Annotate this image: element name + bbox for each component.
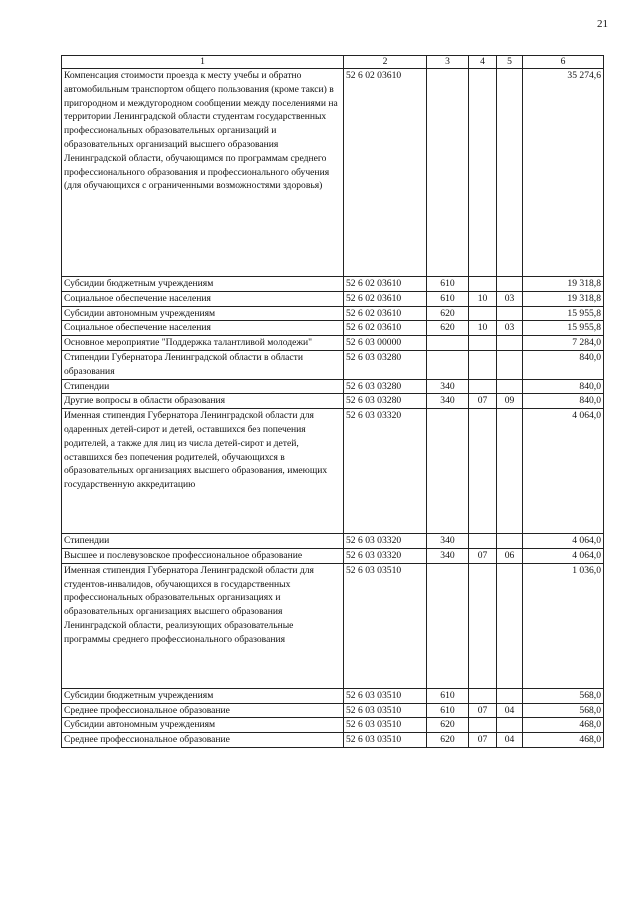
row-code: 52 6 03 03320 [344, 548, 427, 563]
header-col-3: 3 [427, 56, 469, 69]
row-name: Социальное обеспечение населения [62, 321, 344, 336]
table-header [62, 56, 604, 69]
row-pr: 04 [497, 733, 523, 748]
row-vr: 610 [427, 277, 469, 292]
row-name: Именная стипендия Губернатора Ленинградской области для студентов-инвалидов, обучающихся в государственных профессиональных образовательных организациях и образовательных организациях высшего образования Ленинградской области, реализующих образовательные программы среднего профессионального образования [62, 563, 344, 688]
row-name: Компенсация стоимости проезда к месту учебы и обратно автомобильным транспортом общего пользования (кроме такси) в пригородном и междугородном сообщении между поселениями на территории Ленинградской области студентам государственных профессиональных образовательных организаций и образовательных организаций высшего образования Ленинградской области, обучающимся по программам среднего профессионального образования и профессионального обучения (для обучающихся с ограниченными возможностями здоровья) [62, 69, 344, 277]
row-vr: 610 [427, 291, 469, 306]
header-col-1: 1 [62, 56, 344, 69]
row-rz: 10 [469, 321, 497, 336]
table-row [62, 703, 604, 718]
page-number: 21 [597, 18, 608, 30]
table-row [62, 409, 604, 534]
header-row [62, 56, 604, 69]
row-pr [497, 409, 523, 534]
row-sum: 568,0 [523, 703, 604, 718]
row-name: Стипендии [62, 534, 344, 549]
row-vr: 610 [427, 703, 469, 718]
row-name: Другие вопросы в области образования [62, 394, 344, 409]
table-row [62, 548, 604, 563]
table-row [62, 718, 604, 733]
row-vr [427, 409, 469, 534]
row-code: 52 6 03 03510 [344, 733, 427, 748]
table-row [62, 277, 604, 292]
row-vr [427, 350, 469, 379]
row-pr [497, 336, 523, 351]
table-row [62, 394, 604, 409]
row-name: Именная стипендия Губернатора Ленинградской области для одаренных детей-сирот и детей, оставшихся без попечения родителей, а также для лиц из числа детей-сирот и детей, оставшихся без попечения родителей, обучающихся в образовательных организациях высшего образования, имеющих государственную аккредитацию [62, 409, 344, 534]
table-row [62, 291, 604, 306]
row-code: 52 6 03 03510 [344, 563, 427, 688]
row-sum: 840,0 [523, 350, 604, 379]
row-sum: 468,0 [523, 733, 604, 748]
table-row [62, 69, 604, 277]
row-vr: 340 [427, 379, 469, 394]
row-pr [497, 69, 523, 277]
row-code: 52 6 03 03510 [344, 688, 427, 703]
row-rz: 07 [469, 548, 497, 563]
row-sum: 15 955,8 [523, 321, 604, 336]
row-code: 52 6 03 03280 [344, 350, 427, 379]
row-sum: 468,0 [523, 718, 604, 733]
row-name: Субсидии автономным учреждениям [62, 306, 344, 321]
row-pr: 09 [497, 394, 523, 409]
row-rz: 07 [469, 733, 497, 748]
table-row [62, 336, 604, 351]
row-sum: 840,0 [523, 394, 604, 409]
row-rz: 07 [469, 703, 497, 718]
row-name: Среднее профессиональное образование [62, 703, 344, 718]
row-vr: 340 [427, 548, 469, 563]
row-code: 52 6 03 03280 [344, 379, 427, 394]
row-name: Субсидии бюджетным учреждениям [62, 688, 344, 703]
table-row [62, 379, 604, 394]
budget-table [61, 55, 604, 748]
row-pr [497, 277, 523, 292]
row-code: 52 6 02 03610 [344, 291, 427, 306]
row-pr [497, 534, 523, 549]
row-code: 52 6 03 03280 [344, 394, 427, 409]
table-row [62, 321, 604, 336]
row-pr: 04 [497, 703, 523, 718]
row-code: 52 6 03 03320 [344, 409, 427, 534]
table-row [62, 688, 604, 703]
row-code: 52 6 03 03510 [344, 703, 427, 718]
row-pr: 03 [497, 321, 523, 336]
row-sum: 19 318,8 [523, 277, 604, 292]
row-code: 52 6 02 03610 [344, 277, 427, 292]
header-col-2: 2 [344, 56, 427, 69]
row-code: 52 6 02 03610 [344, 69, 427, 277]
row-rz [469, 534, 497, 549]
row-vr [427, 69, 469, 277]
row-rz [469, 563, 497, 688]
row-name: Социальное обеспечение населения [62, 291, 344, 306]
row-sum: 568,0 [523, 688, 604, 703]
row-pr [497, 688, 523, 703]
row-pr [497, 563, 523, 688]
row-vr: 620 [427, 306, 469, 321]
row-vr: 620 [427, 321, 469, 336]
row-name: Стипендии [62, 379, 344, 394]
row-vr [427, 563, 469, 688]
row-rz [469, 277, 497, 292]
row-rz [469, 306, 497, 321]
row-vr: 340 [427, 534, 469, 549]
table-row [62, 350, 604, 379]
row-code: 52 6 02 03610 [344, 306, 427, 321]
row-rz [469, 69, 497, 277]
row-vr: 620 [427, 733, 469, 748]
row-sum: 19 318,8 [523, 291, 604, 306]
row-pr [497, 379, 523, 394]
row-vr: 610 [427, 688, 469, 703]
row-pr [497, 350, 523, 379]
row-pr: 03 [497, 291, 523, 306]
row-rz [469, 336, 497, 351]
row-sum: 4 064,0 [523, 409, 604, 534]
row-rz: 07 [469, 394, 497, 409]
row-rz: 10 [469, 291, 497, 306]
row-sum: 1 036,0 [523, 563, 604, 688]
row-sum: 35 274,6 [523, 69, 604, 277]
row-sum: 15 955,8 [523, 306, 604, 321]
row-name: Среднее профессиональное образование [62, 733, 344, 748]
row-rz [469, 688, 497, 703]
row-rz [469, 350, 497, 379]
header-col-5: 5 [497, 56, 523, 69]
table-row [62, 306, 604, 321]
table-row [62, 733, 604, 748]
row-name: Субсидии бюджетным учреждениям [62, 277, 344, 292]
row-rz [469, 409, 497, 534]
header-col-4: 4 [469, 56, 497, 69]
row-pr [497, 718, 523, 733]
table-row [62, 563, 604, 688]
row-name: Высшее и послевузовское профессиональное образование [62, 548, 344, 563]
header-col-6: 6 [523, 56, 604, 69]
row-vr: 340 [427, 394, 469, 409]
row-pr [497, 306, 523, 321]
table-row [62, 534, 604, 549]
row-sum: 840,0 [523, 379, 604, 394]
table-body [62, 69, 604, 748]
row-sum: 4 064,0 [523, 548, 604, 563]
row-sum: 4 064,0 [523, 534, 604, 549]
row-sum: 7 284,0 [523, 336, 604, 351]
row-rz [469, 718, 497, 733]
row-pr: 06 [497, 548, 523, 563]
row-name: Стипендии Губернатора Ленинградской области в области образования [62, 350, 344, 379]
row-name: Субсидии автономным учреждениям [62, 718, 344, 733]
row-vr [427, 336, 469, 351]
row-code: 52 6 03 00000 [344, 336, 427, 351]
row-rz [469, 379, 497, 394]
row-code: 52 6 03 03320 [344, 534, 427, 549]
row-vr: 620 [427, 718, 469, 733]
row-code: 52 6 03 03510 [344, 718, 427, 733]
row-code: 52 6 02 03610 [344, 321, 427, 336]
row-name: Основное мероприятие "Поддержка талантливой молодежи" [62, 336, 344, 351]
